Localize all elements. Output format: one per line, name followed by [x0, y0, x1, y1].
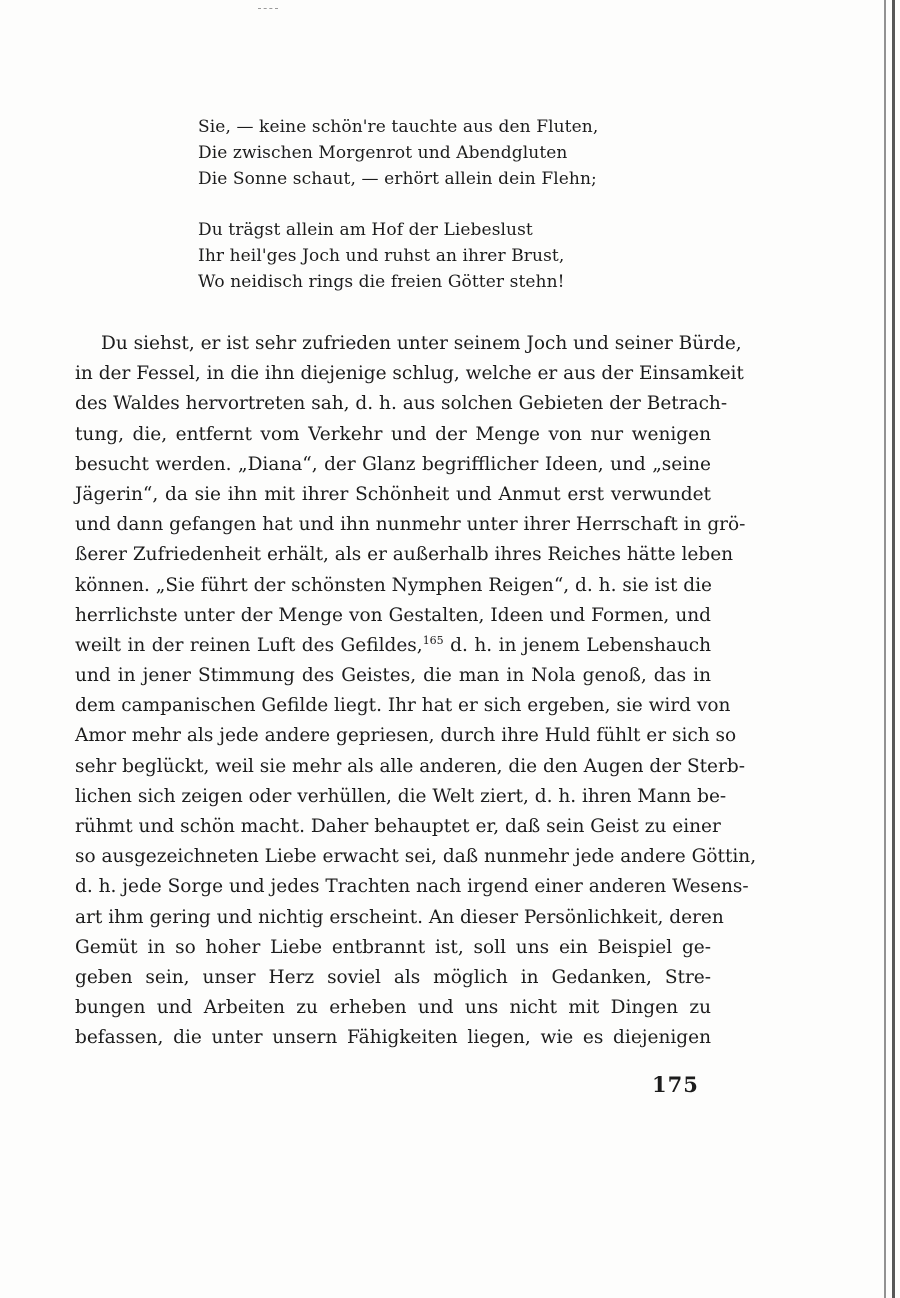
text-line: Gemüt in so hoher Liebe entbrannt ist, soll uns ein Beispiel ge- — [75, 936, 711, 958]
poem-verse: Die zwischen Morgenrot und Abendgluten — [198, 143, 568, 163]
text-line: befassen, die unter unsern Fähigkeiten liegen, wie es diejenigen — [75, 1027, 711, 1049]
text-line: Du siehst, er ist sehr zufrieden unter seinem Joch und seiner Bürde, — [101, 333, 742, 354]
scan-mark — [258, 8, 278, 10]
text-line: besucht werden. „Diana“, der Glanz begrifflicher Ideen, und „seine — [75, 453, 711, 475]
text-line: und in jener Stimmung des Geistes, die man in Nola genoß, das in — [75, 665, 711, 687]
text-line: art ihm gering und nichtig erscheint. An dieser Persönlichkeit, deren — [75, 906, 724, 928]
poem-verse: Wo neidisch rings die freien Götter stehn! — [198, 272, 565, 292]
text-line: so ausgezeichneten Liebe erwacht sei, daß nunmehr jede andere Göttin, — [75, 846, 757, 868]
poem-block — [198, 114, 618, 295]
text-line: Amor mehr als jede andere gepriesen, durch ihre Huld fühlt er sich so — [75, 725, 737, 747]
text-line: rühmt und schön macht. Daher behauptet er, daß sein Geist zu einer — [75, 816, 721, 837]
text-line: können. „Sie führt der schönsten Nymphen Reigen“, d. h. sie ist die — [75, 574, 713, 596]
footnote-reference: 165 — [422, 633, 444, 647]
text-line-start: weilt in der reinen Luft des Gefildes, — [75, 634, 423, 656]
text-line: herrlichste unter der Menge von Gestalten, Ideen und Formen, und — [75, 604, 711, 626]
page-edge-shadow — [884, 0, 886, 1298]
text-line: und dann gefangen hat und ihn nunmehr unter ihrer Herrschaft in grö- — [75, 514, 746, 536]
poem-verse: Ihr heil'ges Joch und ruhst an ihrer Brust, — [198, 246, 565, 266]
text-line-end: d. h. in jenem Lebenshauch — [450, 634, 712, 656]
text-line: des Waldes hervortreten sah, d. h. aus solchen Gebieten der Betrach- — [75, 393, 728, 415]
text-line: dem campanischen Gefilde liegt. Ihr hat er sich ergeben, sie wird von — [75, 695, 731, 717]
text-line: ßerer Zufriedenheit erhält, als er außerhalb ihres Reiches hätte leben — [75, 544, 734, 566]
poem-verse: Du trägst allein am Hof der Liebeslust — [198, 220, 533, 240]
text-line: tung, die, entfernt vom Verkehr und der Menge von nur wenigen — [75, 423, 711, 445]
poem-stanza — [198, 114, 618, 192]
poem-stanza — [198, 217, 618, 295]
text-line: bungen und Arbeiten zu erheben und uns nicht mit Dingen zu — [75, 997, 711, 1019]
text-line: d. h. jede Sorge und jedes Trachten nach irgend einer anderen Wesens- — [75, 876, 749, 898]
page-edge — [892, 0, 895, 1298]
page-number: 175 — [652, 1072, 699, 1097]
body-paragraph — [75, 329, 757, 1054]
text-line: Jägerin“, da sie ihn mit ihrer Schönheit und Anmut erst verwundet — [75, 483, 711, 505]
text-line: in der Fessel, in die ihn diejenige schlug, welche er aus der Einsamkeit — [75, 363, 744, 385]
poem-verse: Die Sonne schaut, — erhört allein dein Flehn; — [198, 169, 597, 189]
text-line: lichen sich zeigen oder verhüllen, die Welt ziert, d. h. ihren Mann be- — [75, 785, 727, 807]
text-line-with-footnote — [75, 631, 711, 661]
text-line: geben sein, unser Herz soviel als möglich in Gedanken, Stre- — [75, 966, 711, 988]
poem-verse: Sie, — keine schön're tauchte aus den Fluten, — [198, 117, 599, 137]
text-line: sehr beglückt, weil sie mehr als alle anderen, die den Augen der Sterb- — [75, 755, 745, 777]
